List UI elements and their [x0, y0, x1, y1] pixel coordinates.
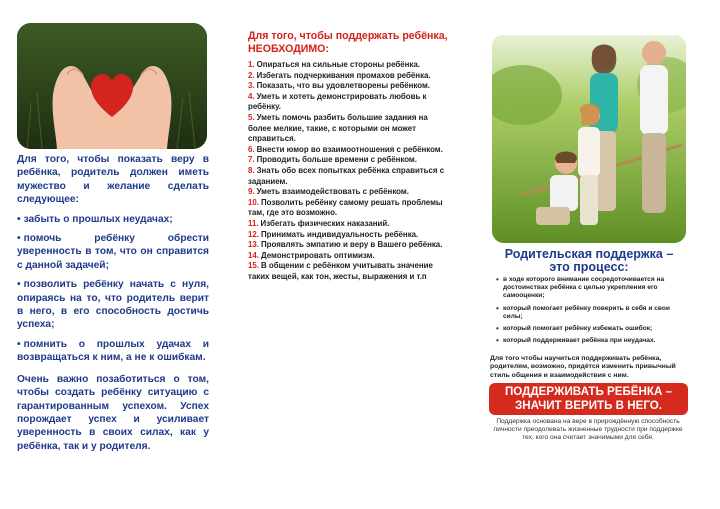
bullet-icon: •	[17, 338, 21, 350]
bullet-item: • помочь ребёнку обрести уверенность в том, что он справится с данной задачей;	[17, 233, 209, 271]
hands-heart-illustration	[17, 23, 207, 149]
support-heading: Для того, чтобы поддержать ребёнка, НЕОБХОДИМО:	[248, 30, 448, 55]
list-item: 13. Проявлять эмпатию и веру в Вашего ребёнка.	[248, 240, 443, 250]
support-list	[248, 60, 453, 282]
support-based-paragraph: Поддержка основана на вере в прирождённую способность личности преодолевать жизненные трудности при поддержке тех, кого она считает значимыми для себя.	[493, 418, 683, 441]
closing-paragraph: Очень важно позаботиться о том, чтобы создать ребёнку ситуацию с гарантированным успехом. Успех порождает успех и усиливает уверенность в своих силах, как у ребёнка, так и у родителя.	[17, 373, 209, 452]
believe-banner: ПОДДЕРЖИВАТЬ РЕБЁНКА – ЗНАЧИТ ВЕРИТЬ В НЕГО.	[489, 383, 688, 415]
intro-paragraph: Для того, чтобы показать веру в ребёнка, родитель должен иметь мужество и желание сделать следующее:	[17, 154, 209, 206]
process-list	[496, 276, 686, 349]
list-item: 7. Проводить больше времени с ребёнком.	[248, 155, 417, 165]
list-item: • который помогает ребёнку избежать ошибок;	[496, 325, 686, 333]
learn-support-paragraph: Для того чтобы научиться поддерживать ребёнка, родителям, возможно, придётся изменить привычный стиль общения и взаимодействия с ним.	[490, 355, 676, 379]
list-item: 9. Уметь взаимодействовать с ребёнком.	[248, 187, 409, 197]
list-item: 1. Опираться на сильные стороны ребёнка.	[248, 60, 420, 69]
hands-heart-photo	[17, 23, 207, 149]
bullet-item: • помнить о прошлых удачах и возвращаться к ним, а не к ошибкам.	[17, 338, 209, 364]
list-item: 15. В общении с ребёнком учитывать значение таких вещей, как тон, жесты, выражения и т.п	[248, 261, 433, 281]
family-tug-of-war-illustration	[492, 35, 686, 243]
list-item: 8. Знать обо всех попытках ребёнка справиться с заданием.	[248, 165, 445, 186]
bullet-icon: •	[17, 279, 21, 291]
bullet-item: • забыть о прошлых неудачах;	[17, 213, 173, 225]
list-item: 4. Уметь и хотеть демонстрировать любовь к ребёнку.	[248, 91, 427, 112]
list-item: • в ходе которого внимание сосредоточивается на достоинствах ребёнка с целью укрепления его самооценки;	[496, 276, 686, 301]
bullet-item: • позволить ребёнку начать с нуля, опираясь на то, что родитель верит в него, в его способность достичь успеха;	[17, 279, 209, 331]
list-item: 14. Демонстрировать оптимизм.	[248, 250, 375, 260]
panel-left-text	[17, 153, 209, 453]
list-item: 11. Избегать физических наказаний.	[248, 218, 390, 228]
bullet-icon: •	[17, 233, 21, 245]
list-item: 3. Показать, что вы удовлетворены ребёнком.	[248, 81, 430, 91]
list-item: 10. Позволить ребёнку самому решать проблемы там, где это возможно.	[248, 197, 443, 218]
list-item: 2. Избегать подчеркивания промахов ребёнка.	[248, 70, 431, 80]
list-item: 12. Принимать индивидуальность ребёнка.	[248, 229, 419, 239]
process-title: Родительская поддержка – это процесс:	[504, 247, 674, 274]
bullet-icon: •	[17, 213, 21, 225]
list-item: 6. Внести юмор во взаимоотношения с ребёнком.	[248, 144, 443, 154]
list-item: • который поддерживает ребёнка при неудачах.	[496, 337, 686, 345]
family-photo	[492, 35, 686, 243]
list-item: 5. Уметь помочь разбить большие задания на более мелкие, такие, с которыми он может справиться.	[248, 112, 428, 144]
list-item: • который помогает ребёнку поверить в себя и свои силы;	[496, 305, 686, 321]
